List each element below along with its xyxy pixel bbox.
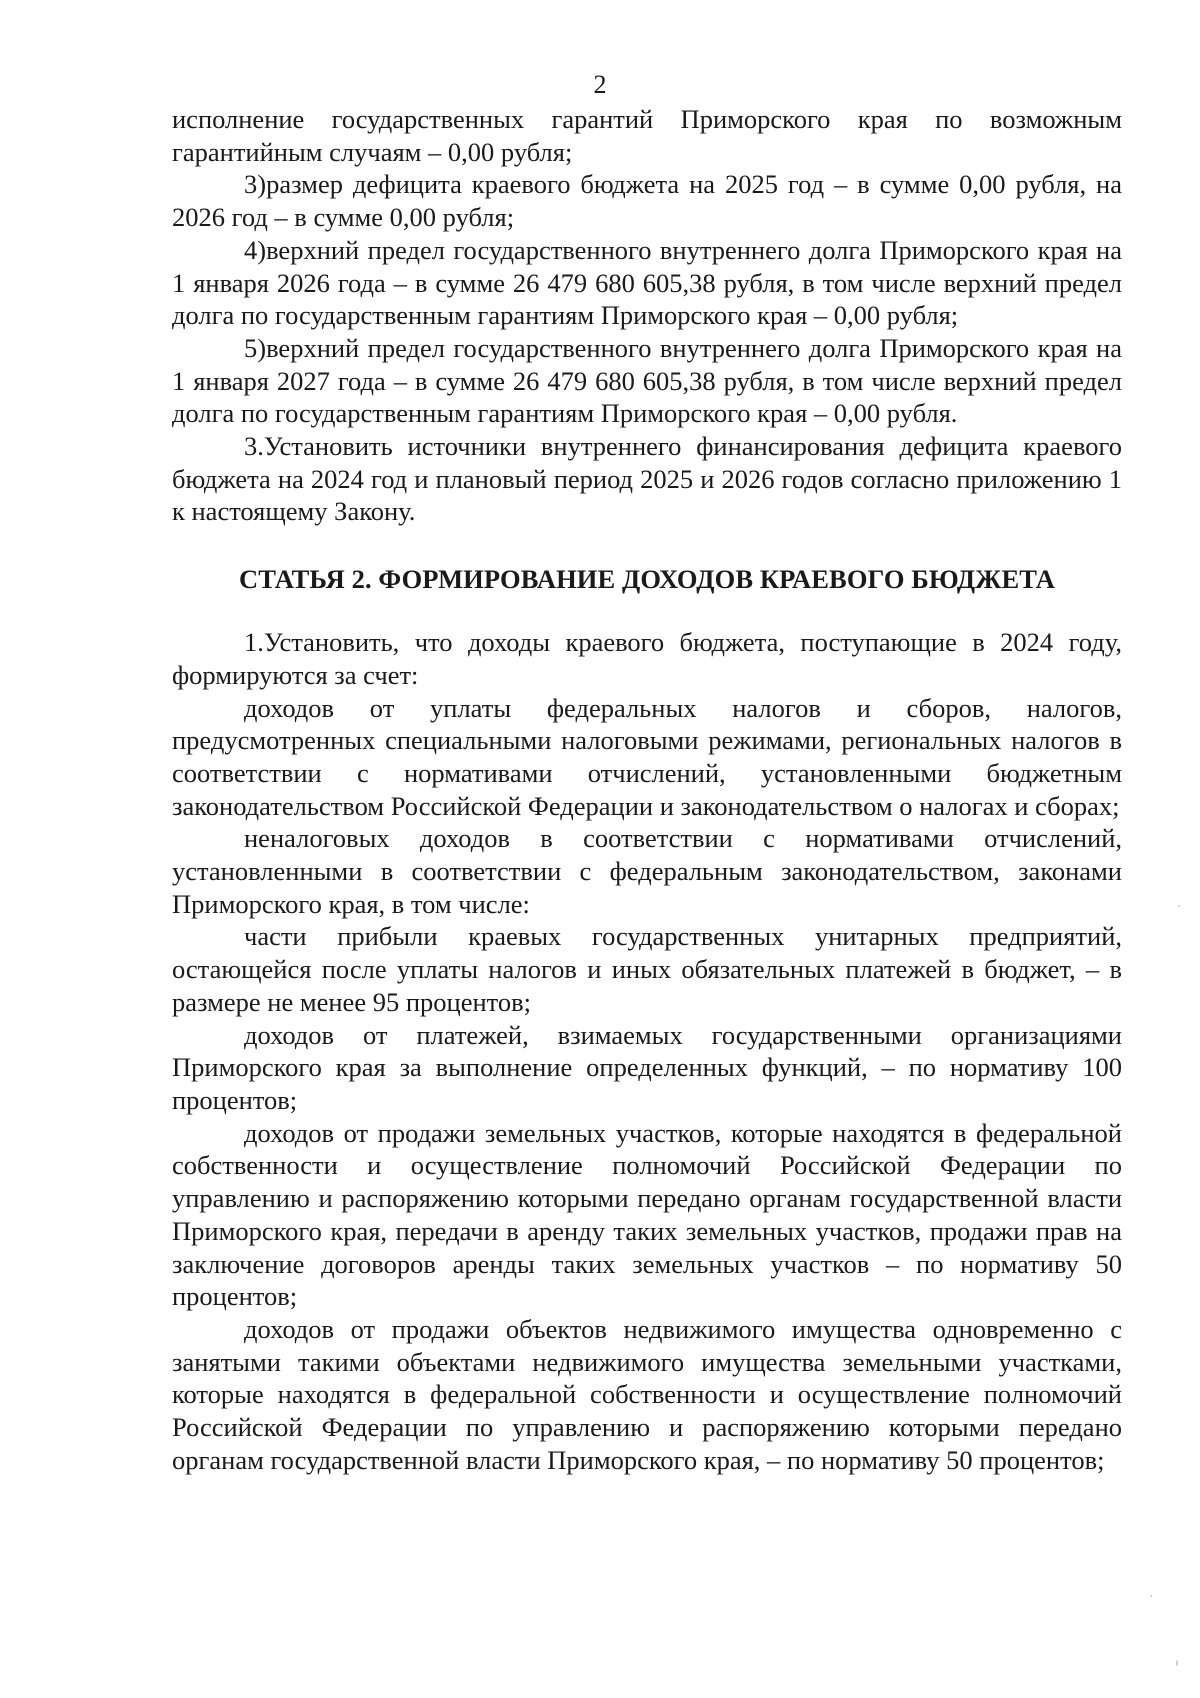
paragraph-financing-sources: 3.Установить источники внутреннего финансирования дефицита краевого бюджета на 2024 год и плановый период 2025 и 2026 годов согласно приложению 1 к настоящему Закону.	[172, 431, 1122, 527]
scan-speck	[1176, 1660, 1178, 1666]
paragraph-land-sales: доходов от продажи земельных участков, которые находятся в федеральной собственности и осуществление полномочий Российской Федерации по управлению и распоряжению которыми передано органам государственной власти Приморского края, передачи в аренду таких земельных участков, продажи прав на заключение договоров аренды таких земельных участков – по нормативу 50 процентов;	[172, 1117, 1122, 1312]
paragraph-debt-limit-2027: 5)верхний предел государственного внутреннего долга Приморского края на 1 января 2027 года – в сумме 26 479 680 605,38 рубля, в том числе верхний предел долга по государственным гарантиям Приморского края – 0,00 рубля.	[172, 332, 1122, 429]
paragraph-debt-limit-2026: 4)верхний предел государственного внутреннего долга Приморского края на 1 января 2026 года – в сумме 26 479 680 605,38 рубля, в том числе верхний предел долга по государственным гарантиям Приморского края – 0,00 рубля;	[172, 234, 1122, 331]
paragraph-income-formation: 1.Установить, что доходы краевого бюджета, поступающие в 2024 году, формируются за счет:	[172, 627, 1122, 690]
paragraph-non-tax-income: неналоговых доходов в соответствии с нормативами отчислений, установленными в соответствии с федеральным законодательством, законами Приморского края, в том числе:	[172, 823, 1122, 919]
paragraph-organization-payments: доходов от платежей, взимаемых государственными организациями Приморского края за выполнение определенных функций, – по нормативу 100 процентов;	[172, 1019, 1122, 1115]
article-heading: СТАТЬЯ 2. ФОРМИРОВАНИЕ ДОХОДОВ КРАЕВОГО БЮДЖЕТА	[239, 564, 1055, 595]
scan-speck	[1178, 905, 1180, 907]
paragraph-enterprise-profit: части прибыли краевых государственных унитарных предприятий, остающейся после уплаты налогов и иных обязательных платежей в бюджет, – в размере не менее 95 процентов;	[172, 921, 1122, 1017]
scan-speck	[1150, 1595, 1152, 1597]
paragraph-guarantees: исполнение государственных гарантий Приморского края по возможным гарантийным случаям – 0,00 рубля;	[172, 104, 1122, 167]
paragraph-deficit-2025-2026: 3)размер дефицита краевого бюджета на 2025 год – в сумме 0,00 рубля, на 2026 год – в сумме 0,00 рубля;	[172, 169, 1122, 233]
page-number: 2	[593, 70, 607, 99]
paragraph-real-estate-sales: доходов от продажи объектов недвижимого имущества одновременно с занятыми такими объектами недвижимого имущества земельными участками, которые находятся в федеральной собственности и осуществление полномочий Российской Федерации по управлению и распоряжению которыми передано органам государственной власти Приморского края, – по нормативу 50 процентов;	[172, 1313, 1122, 1475]
paragraph-federal-taxes: доходов от уплаты федеральных налогов и сборов, налогов, предусмотренных специальными налоговыми режимами, региональных налогов в соответствии с нормативами отчислений, установленными бюджетным законодательством Российской Федерации и законодательством о налогах и сборах;	[172, 692, 1122, 821]
document-body	[172, 103, 1122, 1476]
